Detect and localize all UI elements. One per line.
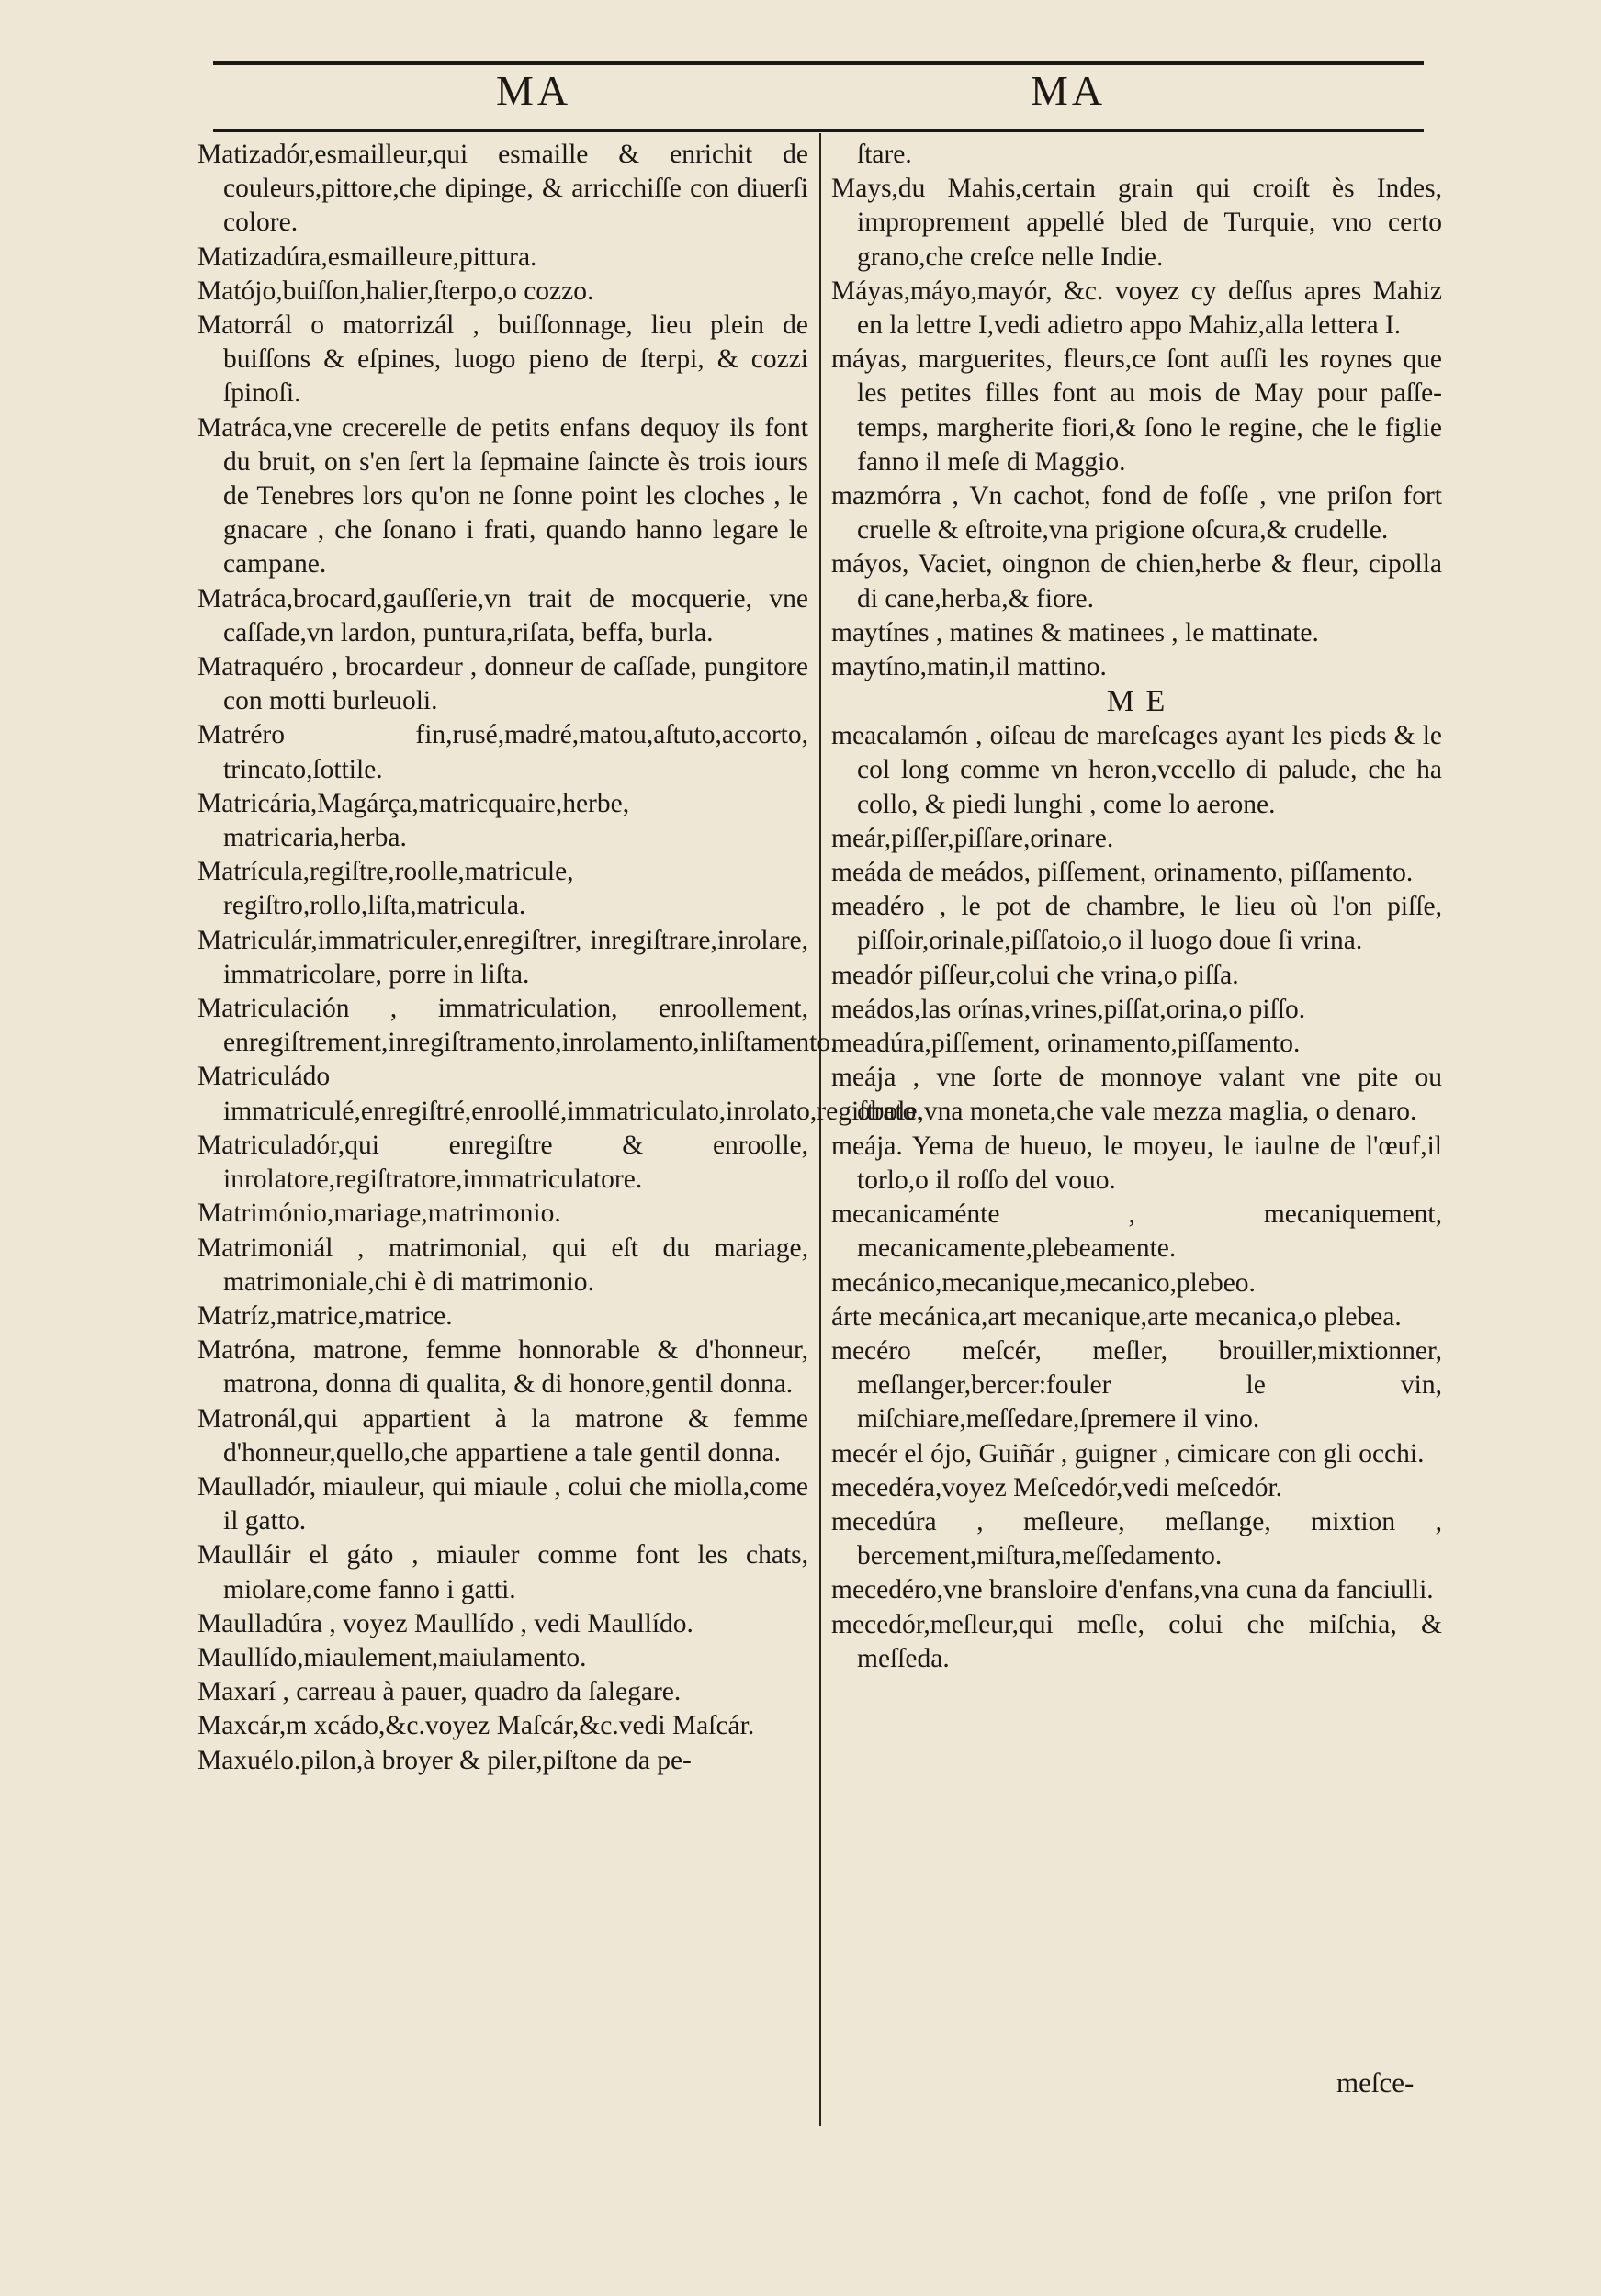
dictionary-entry: Matójo,buiſſon,halier,ſterpo,o cozzo.: [197, 276, 594, 306]
dictionary-entry: Matizadór,esmailleur,qui esmaille & enrichit de couleurs,pittore,che dipinge, & arricchiſſe con diuerſi colore.: [197, 140, 808, 238]
section-heading: M E: [1106, 684, 1167, 719]
dictionary-entry: Matríz,matrice,matrice.: [197, 1300, 453, 1331]
running-head-right: MA: [1031, 67, 1107, 114]
dictionary-entry: árte mecánica,art mecanique,arte mecanica,o plebea.: [831, 1301, 1402, 1332]
dictionary-entry: Matriculádo immatriculé,enregiſtré,enroollé,immatriculato,inrolato,regiſtrato.: [197, 1062, 923, 1126]
dictionary-entry: Matréro fin,rusé,madré,matou,aſtuto,accorto, trincato,ſottile.: [197, 720, 808, 784]
dictionary-entry: Maxuélo.pilon,à broyer & piler,piſtone da pe-: [197, 1745, 692, 1775]
dictionary-entry: maytínes , matines & matinees , le mattinate.: [831, 617, 1319, 647]
dictionary-entry: maytíno,matin,il mattino.: [831, 652, 1107, 682]
dictionary-entry: Maulláir el gáto , miauler comme font les chats, miolare,come fanno i gatti.: [197, 1540, 808, 1604]
dictionary-entry: meája , vne ſorte de monnoye valant vne pite ou obole,vna moneta,che vale mezza maglia, o denaro.: [831, 1063, 1442, 1127]
dictionary-entry: mazmórra , Vn cachot, fond de foſſe , vne priſon fort cruelle & eſtroite,vna prigione oſcura,& crudelle.: [831, 481, 1442, 546]
right-entries-me: [831, 719, 1442, 1676]
dictionary-entry: Matráca,brocard,gauſſerie,vn trait de mocquerie, vne caſſade,vn lardon, puntura,riſata, beffa, burla.: [197, 583, 808, 647]
dictionary-entry: máyos, Vaciet, oingnon de chien,herbe & fleur, cipolla di cane,herba,& fiore.: [831, 549, 1442, 613]
dictionary-entry: Matriculár,immatriculer,enregiſtrer, inregiſtrare,inrolare, immatricolare, porre in liſta.: [197, 925, 808, 989]
running-head-left: MA: [496, 67, 572, 114]
dictionary-entry: Máyas,máyo,mayór, &c. voyez cy deſſus apres Mahiz en la lettre I,vedi adietro appo Mahiz,alla lettera I.: [831, 276, 1442, 341]
continuation-line: ſtare.: [857, 140, 912, 169]
dictionary-entry: meadór piſſeur,colui che vrina,o piſſa.: [831, 960, 1239, 990]
dictionary-entry: mecér el ójo, Guiñár , guigner , cimicare con gli occhi.: [831, 1438, 1425, 1469]
dictionary-entry: máyas, marguerites, fleurs,ce ſont auſſi les roynes que les petites filles font au mois de May pour paſſe-temps, margherite fiori,& ſono le regine, che le figlie fanno il meſe di Maggio.: [831, 344, 1442, 477]
right-column: [831, 138, 1442, 1676]
dictionary-entry: meáda de meádos, piſſement, orinamento, piſſamento.: [831, 858, 1414, 888]
catchword: meſce-: [1336, 2066, 1415, 2099]
dictionary-entry: Matrimónio,mariage,matrimonio.: [197, 1199, 561, 1229]
dictionary-entry: Matriculadór,qui enregiſtre & enroolle, inrolatore,regiſtratore,immatriculatore.: [197, 1130, 808, 1195]
dictionary-entry: Maxarí , carreau à pauer, quadro da ſalegare.: [197, 1677, 682, 1707]
dictionary-entry: meár,piſſer,piſſare,orinare.: [831, 823, 1114, 853]
dictionary-entry: Maxcár,m xcádo,&c.voyez Maſcár,&c.vedi Maſcár.: [197, 1711, 755, 1741]
dictionary-entry: Maulladúra , voyez Maullído , vedi Maullído.: [197, 1608, 693, 1638]
dictionary-entry: Mays,du Mahis,certain grain qui croiſt ès Indes, improprement appellé bled de Turquie, vno certo grano,che creſce nelle Indie.: [831, 174, 1442, 272]
dictionary-entry: meadéro , le pot de chambre, le lieu où l'on piſſe, piſſoir,orinale,piſſatoio,o il luogo doue ſi vrina.: [831, 892, 1442, 956]
dictionary-entry: meádos,las orínas,vrines,piſſat,orina,o piſſo.: [831, 994, 1306, 1024]
dictionary-entry: meája. Yema de hueuo, le moyeu, le iaulne de l'œuf,il torlo,o il roſſo del vouo.: [831, 1131, 1442, 1195]
dictionary-entry: Matorrál o matorrizál , buiſſonnage, lieu plein de buiſſons & eſpines, luogo pieno de ſterpi, & cozzi ſpinoſi.: [197, 310, 808, 409]
dictionary-entry: Matricária,Magárça,matricquaire,herbe, matricaria,herba.: [197, 788, 630, 853]
dictionary-entry: Matraquéro , brocardeur , donneur de caſſade, pungitore con motti burleuoli.: [197, 652, 808, 716]
dictionary-entry: mecedór,meſleur,qui meſle, colui che miſchia, & meſſeda.: [831, 1609, 1442, 1673]
dictionary-entry: mecedúra , meſleure, meſlange, mixtion , bercement,miſtura,meſſedamento.: [831, 1506, 1442, 1571]
dictionary-entry: mecedéro,vne bransloire d'enfans,vna cuna da fanciulli.: [831, 1575, 1434, 1605]
dictionary-entry: Matróna, matrone, femme honnorable & d'honneur, matrona, donna di qualita, & di honore,gentil donna.: [197, 1335, 808, 1400]
dictionary-entry: Matriculación , immatriculation, enroollement, enregiſtrement,inregiſtramento,inrolamento,inliſtamento.: [197, 994, 838, 1058]
dictionary-entry: mecanicaménte , mecaniquement, mecanicamente,plebeamente.: [831, 1199, 1442, 1264]
right-entries-ma: [831, 172, 1442, 684]
dictionary-entry: Maulladór, miauleur, qui miaule , colui che miolla,come il gatto.: [197, 1471, 808, 1536]
dictionary-entry: Matizadúra,esmailleure,pittura.: [197, 242, 537, 272]
dictionary-entry: mecéro meſcér, meſler, brouiller,mixtionner, meſlanger,bercer:fouler le vin, miſchiare,meſſedare,ſpremere il vino.: [831, 1335, 1442, 1435]
dictionary-entry: mecedéra,voyez Meſcedór,vedi meſcedór.: [831, 1472, 1283, 1503]
dictionary-entry: Matráca,vne crecerelle de petits enfans dequoy ils font du bruit, on s'en ſert la ſepmaine ſaincte ès trois iours de Tenebres lors qu'on ne ſonne point les cloches , le gnacare , che ſonano i frati, quando hanno legare le campane.: [197, 412, 808, 580]
dictionary-entry: Maullído,miaulement,maiulamento.: [197, 1642, 587, 1672]
dictionary-entry: Matrícula,regiſtre,roolle,matricule, regiſtro,rollo,liſta,matricula.: [197, 857, 574, 921]
dictionary-entry: Matronál,qui appartient à la matrone & femme d'honneur,quello,che appartiene a tale gentil donna.: [197, 1403, 808, 1468]
header-rule: [213, 129, 1424, 132]
top-rule: [213, 61, 1424, 65]
dictionary-entry: meadúra,piſſement, orinamento,piſſamento.: [831, 1029, 1301, 1059]
dictionary-entry: mecánico,mecanique,mecanico,plebeo.: [831, 1267, 1256, 1298]
column-divider: [819, 133, 821, 2126]
dictionary-entry: meacalamón , oiſeau de mareſcages ayant les pieds & le col long comme vn heron,vccello di palude, che ha collo, & piedi lunghi , come lo aerone.: [831, 721, 1442, 819]
dictionary-entry: Matrimoniál , matrimonial, qui eſt du mariage, matrimoniale,chi è di matrimonio.: [197, 1232, 808, 1297]
